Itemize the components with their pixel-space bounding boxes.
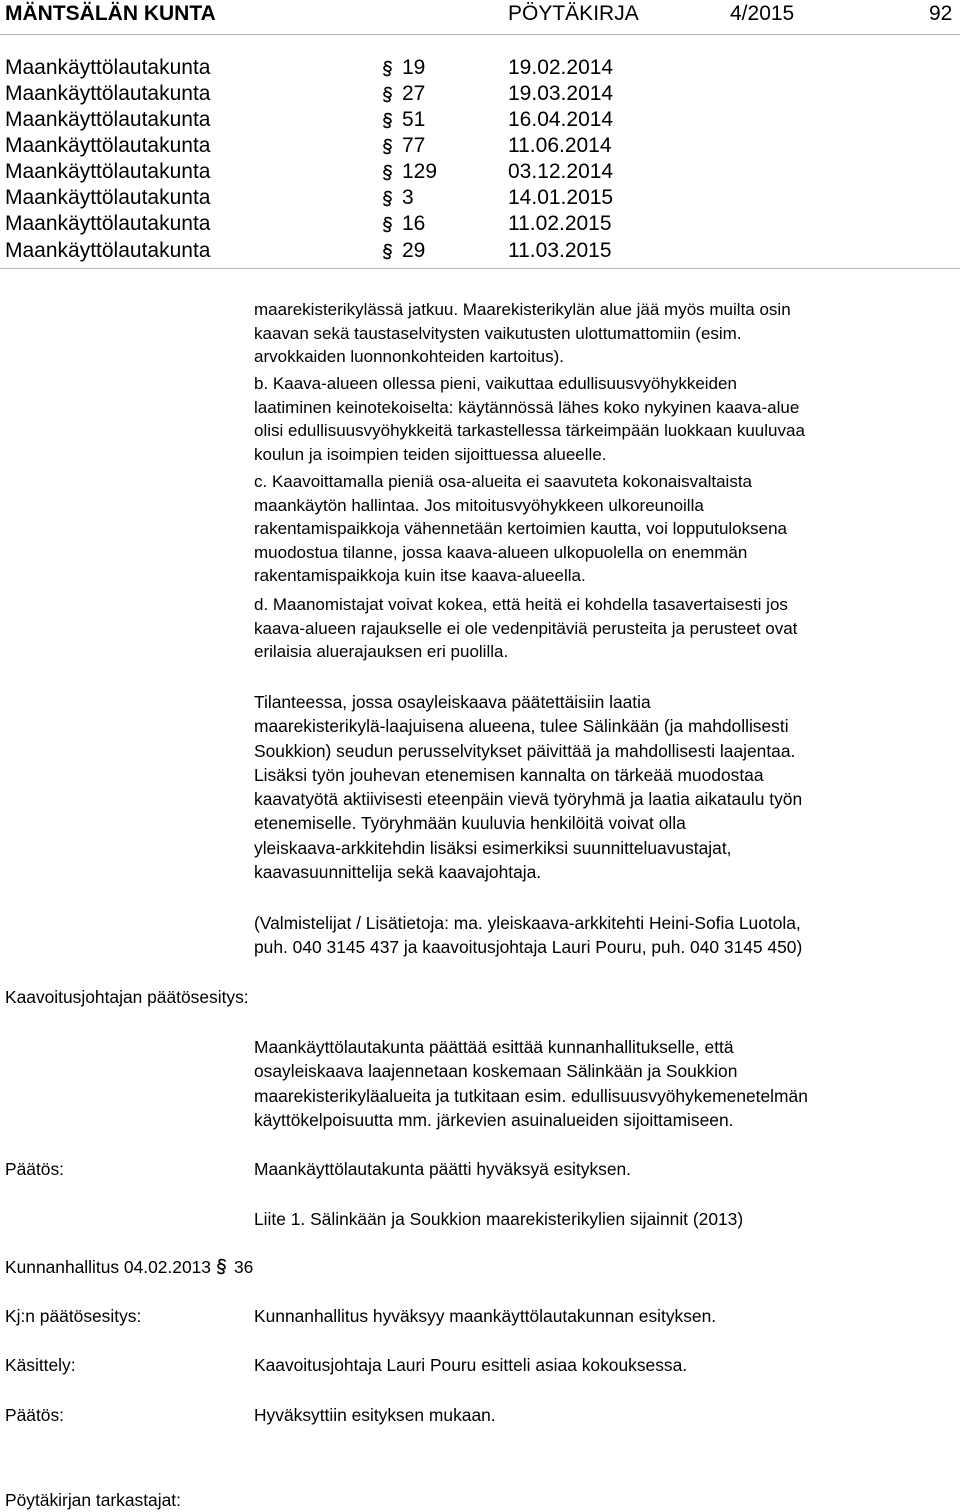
section-sign-icon	[381, 86, 394, 103]
text-line: etenemiselle. Työryhmään kuuluvia henkilöitä voivat olla	[254, 813, 686, 834]
document-number: 4/2015	[730, 2, 795, 25]
section-sign-icon	[381, 60, 394, 77]
text-line: kaavan sekä taustaselvitysten vaikutusten ulottumattomiin (esim.	[254, 323, 742, 343]
point-c-paragraph	[254, 470, 954, 588]
history-date: 11.02.2015	[508, 212, 612, 235]
text-line: Maankäyttölautakunta päättää esittää kunnanhallitukselle, että	[254, 1037, 734, 1057]
history-date: 03.12.2014	[508, 160, 614, 183]
history-section-number: 29	[402, 239, 426, 262]
section-sign-icon	[381, 243, 394, 260]
board-meeting-name: Kunnanhallitus 04.02.2013	[5, 1257, 211, 1277]
text-line: Soukkion) seudun perusselvitykset päivittää ja mahdollisesti laajentaa.	[254, 740, 796, 761]
history-body: Maankäyttölautakunta	[5, 186, 211, 209]
text-line: maarekisterikylä-laajuisena alueena, tulee Sälinkään (ja mahdollisesti	[254, 716, 789, 737]
history-divider	[0, 268, 960, 269]
proposal-text	[254, 1035, 954, 1132]
decision-text: Maankäyttölautakunta päätti hyväksyä esityksen.	[254, 1159, 632, 1179]
section-sign-icon	[215, 1258, 228, 1275]
text-line: rakentamispaikkoja vähennetään kertoimien kautta, voi lopputuloksena	[254, 519, 787, 538]
attachment-text: Liite 1. Sälinkään ja Soukkion maarekisterikylien sijainnit (2013)	[254, 1209, 744, 1229]
text-line: d. Maanomistajat voivat kokea, että heitä ei kohdella tasavertaisesti jos	[254, 595, 788, 614]
section-sign-icon	[381, 138, 394, 155]
board-section-number: 36	[233, 1257, 254, 1277]
header-divider	[0, 34, 960, 35]
history-body: Maankäyttölautakunta	[5, 134, 211, 157]
text-line: Tilanteessa, jossa osayleiskaava päätettäisiin laatia	[254, 692, 651, 712]
history-row	[0, 81, 960, 107]
kh-proposal-text: Kunnanhallitus hyväksyy maankäyttölautakunnan esityksen.	[254, 1306, 717, 1326]
text-line: kaava-alueen rajaukselle ei ole vedenpitäviä perusteita ja perusteet ovat	[254, 618, 798, 638]
history-row	[0, 185, 960, 211]
history-row	[0, 133, 960, 159]
section-sign-icon	[381, 164, 394, 181]
history-row	[0, 107, 960, 133]
kh-proposal-label: Kj:n päätösesitys:	[5, 1306, 142, 1326]
section-sign-icon	[381, 112, 394, 129]
text-line: olisi edullisuusvyöhykkeitä tarkastellessa tärkeimpään luokkaan kuuluvaa	[254, 421, 805, 440]
kh-decision-label: Päätös:	[5, 1405, 64, 1425]
kh-handling-label: Käsittely:	[5, 1355, 76, 1375]
history-section-number: 27	[402, 82, 426, 105]
text-line: maarekisterikyläalueita ja tutkitaan esim. edullisuusvyöhykemenetelmän	[254, 1085, 808, 1106]
history-row	[0, 159, 960, 185]
text-line: c. Kaavoittamalla pieniä osa-alueita ei saavuteta kokonaisvaltaista	[254, 472, 753, 491]
text-line: osayleiskaava laajennetaan koskemaan Sälinkään ja Soukkion	[254, 1061, 738, 1082]
history-section-number: 16	[402, 212, 426, 235]
text-line: kaavasuunnittelija sekä kaavajohtaja.	[254, 862, 542, 883]
decision-label: Päätös:	[5, 1159, 64, 1179]
proposal-label: Kaavoitusjohtajan päätösesitys:	[5, 987, 249, 1007]
body-paragraph	[254, 298, 954, 369]
history-body: Maankäyttölautakunta	[5, 239, 211, 262]
point-d-paragraph	[254, 593, 954, 664]
text-line: Lisäksi työn jouhevan etenemisen kannalta on tärkeää muodostaa	[254, 764, 764, 785]
text-line: b. Kaava-alueen ollessa pieni, vaikuttaa edullisuusvyöhykkeiden	[254, 374, 737, 393]
point-b-paragraph	[254, 372, 954, 466]
history-body: Maankäyttölautakunta	[5, 212, 211, 235]
document-type: PÖYTÄKIRJA	[508, 2, 639, 25]
text-line: laatiminen keinotekoiselta: käytännössä lähes koko nykyinen kaava-alue	[254, 397, 800, 417]
text-line: arvokkaiden luonnonkohteiden kartoitus).	[254, 347, 564, 366]
history-section-number: 3	[402, 186, 414, 209]
text-line: rakentamispaikkoja kuin itse kaava-alueella.	[254, 566, 586, 585]
history-body: Maankäyttölautakunta	[5, 82, 211, 105]
history-date: 11.06.2014	[508, 134, 612, 157]
history-date: 11.03.2015	[508, 239, 612, 262]
preparers-paragraph	[254, 911, 954, 960]
text-line: puh. 040 3145 437 ja kaavoitusjohtaja Lauri Pouru, puh. 040 3145 450)	[254, 937, 803, 958]
text-line: kaavatyötä aktiivisesti eteenpäin vievä työryhmä ja laatia aikataulu työn	[254, 789, 803, 810]
history-row	[0, 55, 960, 81]
history-section-number: 77	[402, 134, 426, 157]
text-line: koulun ja isoimpien teiden sijoittuessa alueelle.	[254, 444, 607, 464]
section-sign-icon	[381, 216, 394, 233]
history-body: Maankäyttölautakunta	[5, 108, 211, 131]
page-number: 92	[929, 2, 953, 25]
text-line: muodostua tilanne, jossa kaava-alueen ulkopuolella on enemmän	[254, 542, 748, 562]
section-sign-icon	[381, 190, 394, 207]
history-body: Maankäyttölautakunta	[5, 160, 211, 183]
reviewers-label: Pöytäkirjan tarkastajat:	[5, 1490, 181, 1510]
history-date: 19.03.2014	[508, 82, 614, 105]
text-line: maarekisterikylässä jatkuu. Maarekisterikylän alue jää myös muilta osin	[254, 300, 791, 319]
kh-handling-text: Kaavoitusjohtaja Lauri Pouru esitteli asiaa kokouksessa.	[254, 1355, 688, 1375]
history-section-number: 51	[402, 108, 426, 131]
board-meeting-heading	[5, 1255, 253, 1279]
history-section-number: 129	[402, 160, 438, 183]
body-paragraph	[254, 690, 954, 884]
history-body: Maankäyttölautakunta	[5, 56, 211, 79]
history-date: 16.04.2014	[508, 108, 614, 131]
history-row	[0, 238, 960, 264]
history-date: 14.01.2015	[508, 186, 614, 209]
text-line: yleiskaava-arkkitehdin lisäksi esimerkiksi suunnitteluavustajat,	[254, 837, 732, 858]
history-section-number: 19	[402, 56, 426, 79]
text-line: maankäytön hallintaa. Jos mitoitusvyöhykkeen ulkoreunoilla	[254, 495, 704, 515]
text-line: (Valmistelijat / Lisätietoja: ma. yleiskaava-arkkitehti Heini-Sofia Luotola,	[254, 913, 801, 933]
kh-decision-text: Hyväksyttiin esityksen mukaan.	[254, 1405, 496, 1425]
text-line: käyttökelpoisuutta mm. järkevien asuinalueiden sijoittamiseen.	[254, 1109, 734, 1130]
text-line: erilaisia aluerajauksen eri puolilla.	[254, 642, 509, 661]
municipality-name: MÄNTSÄLÄN KUNTA	[5, 2, 216, 25]
history-row	[0, 211, 960, 237]
history-date: 19.02.2014	[508, 56, 614, 79]
